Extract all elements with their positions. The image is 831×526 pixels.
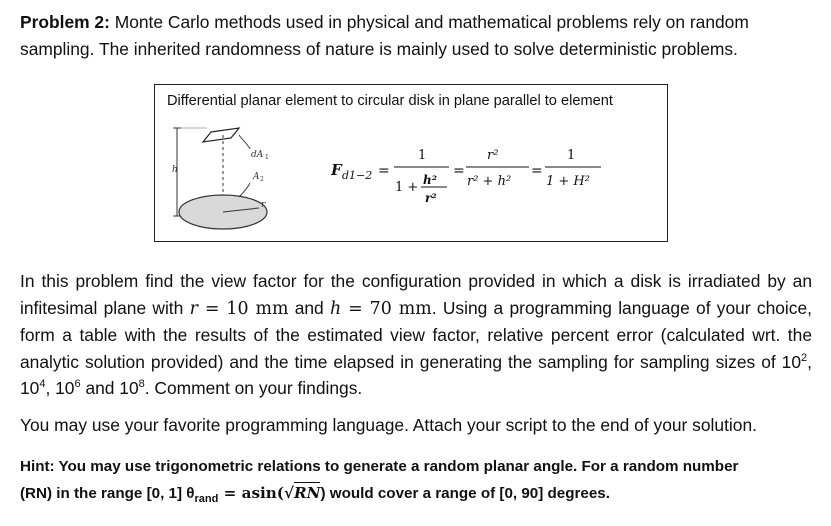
eq-lhs-subscript: d1−2	[342, 169, 373, 182]
dA1-pointer	[239, 135, 250, 149]
exponent-2: 4	[39, 378, 46, 391]
h-label: h	[172, 165, 178, 175]
task-text-and: and	[294, 297, 324, 318]
task-text-2: . Using a programming language of your choice, form a table with the results of the estimated view factor, relative percent error (calculated wrt. the analytic solution provided) and the time elapsed in generating the sampling for sampling sizes of 10	[20, 297, 812, 372]
figure-box	[154, 84, 668, 242]
dA1-subscript: 1	[265, 154, 269, 161]
exponent-1: 2	[801, 351, 808, 364]
eq-denominator-2: r² + h²	[467, 174, 512, 189]
exponent-4: 8	[138, 378, 145, 391]
task-text-6: . Comment on your findings.	[144, 378, 363, 398]
eq-numerator-1: 1	[418, 148, 427, 163]
eq-denominator-1-lead: 1 +	[395, 180, 419, 195]
h-value: = 70 mm	[341, 298, 432, 319]
eq-equals-3: =	[531, 163, 543, 179]
hint-line-1: Hint: You may use trigonometric relations to generate a random planar angle. For a random number	[20, 458, 739, 475]
planar-element	[203, 128, 239, 142]
hint-line-2-end: ) would cover a range of [0, 90] degrees.	[320, 485, 610, 502]
r-label: r	[261, 200, 266, 210]
eq-lhs: F	[331, 161, 342, 179]
eq-inner-denominator: r²	[425, 191, 437, 205]
eq-numerator-2: r²	[487, 148, 499, 163]
A2-label: A	[253, 172, 260, 182]
task-text-1: In this problem find the view factor for the configuration provided in which a disk is irradiated by an infitesimal plane with	[20, 271, 812, 318]
problem-intro-text: Monte Carlo methods used in physical and mathematical problems rely on random sampling. The inherited randomness of nature is mainly used to solve deterministic problems.	[20, 12, 749, 59]
eq-numerator-3: 1	[567, 148, 576, 163]
figure-caption: Differential planar element to circular disk in plane parallel to element	[167, 93, 613, 109]
hint-theta-subscript: rand	[194, 493, 219, 506]
hint-line-2-start: (RN) in the range [0, 1] θ	[20, 485, 195, 502]
eq-equals-1: =	[378, 163, 390, 179]
hint-rn: RN	[293, 484, 321, 502]
A2-pointer	[239, 183, 250, 197]
r-symbol: r	[189, 298, 198, 319]
task-text-3: , 10	[20, 351, 812, 398]
problem-intro	[20, 9, 812, 63]
exponent-3: 6	[74, 378, 81, 391]
eq-equals-2: =	[453, 163, 465, 179]
hint-block	[20, 453, 812, 513]
problem-label: Problem 2:	[20, 12, 110, 32]
eq-denominator-3: 1 + H²	[546, 174, 590, 189]
dA1-label: dA	[251, 150, 264, 160]
r-value: = 10 mm	[197, 298, 289, 319]
hint-line-2	[20, 480, 812, 513]
task-description	[20, 268, 812, 402]
h-symbol: h	[330, 298, 342, 319]
A2-subscript: 2	[260, 176, 264, 183]
view-factor-diagram	[155, 85, 669, 243]
eq-inner-numerator: h²	[423, 173, 437, 187]
task-text-5: and 10	[80, 378, 139, 398]
task-text-4: , 10	[45, 378, 75, 398]
view-factor-equation	[330, 148, 601, 205]
hint-asin: = asin(√	[218, 484, 294, 502]
language-note: You may use your favorite programming language. Attach your script to the end of your solution.	[20, 415, 757, 435]
